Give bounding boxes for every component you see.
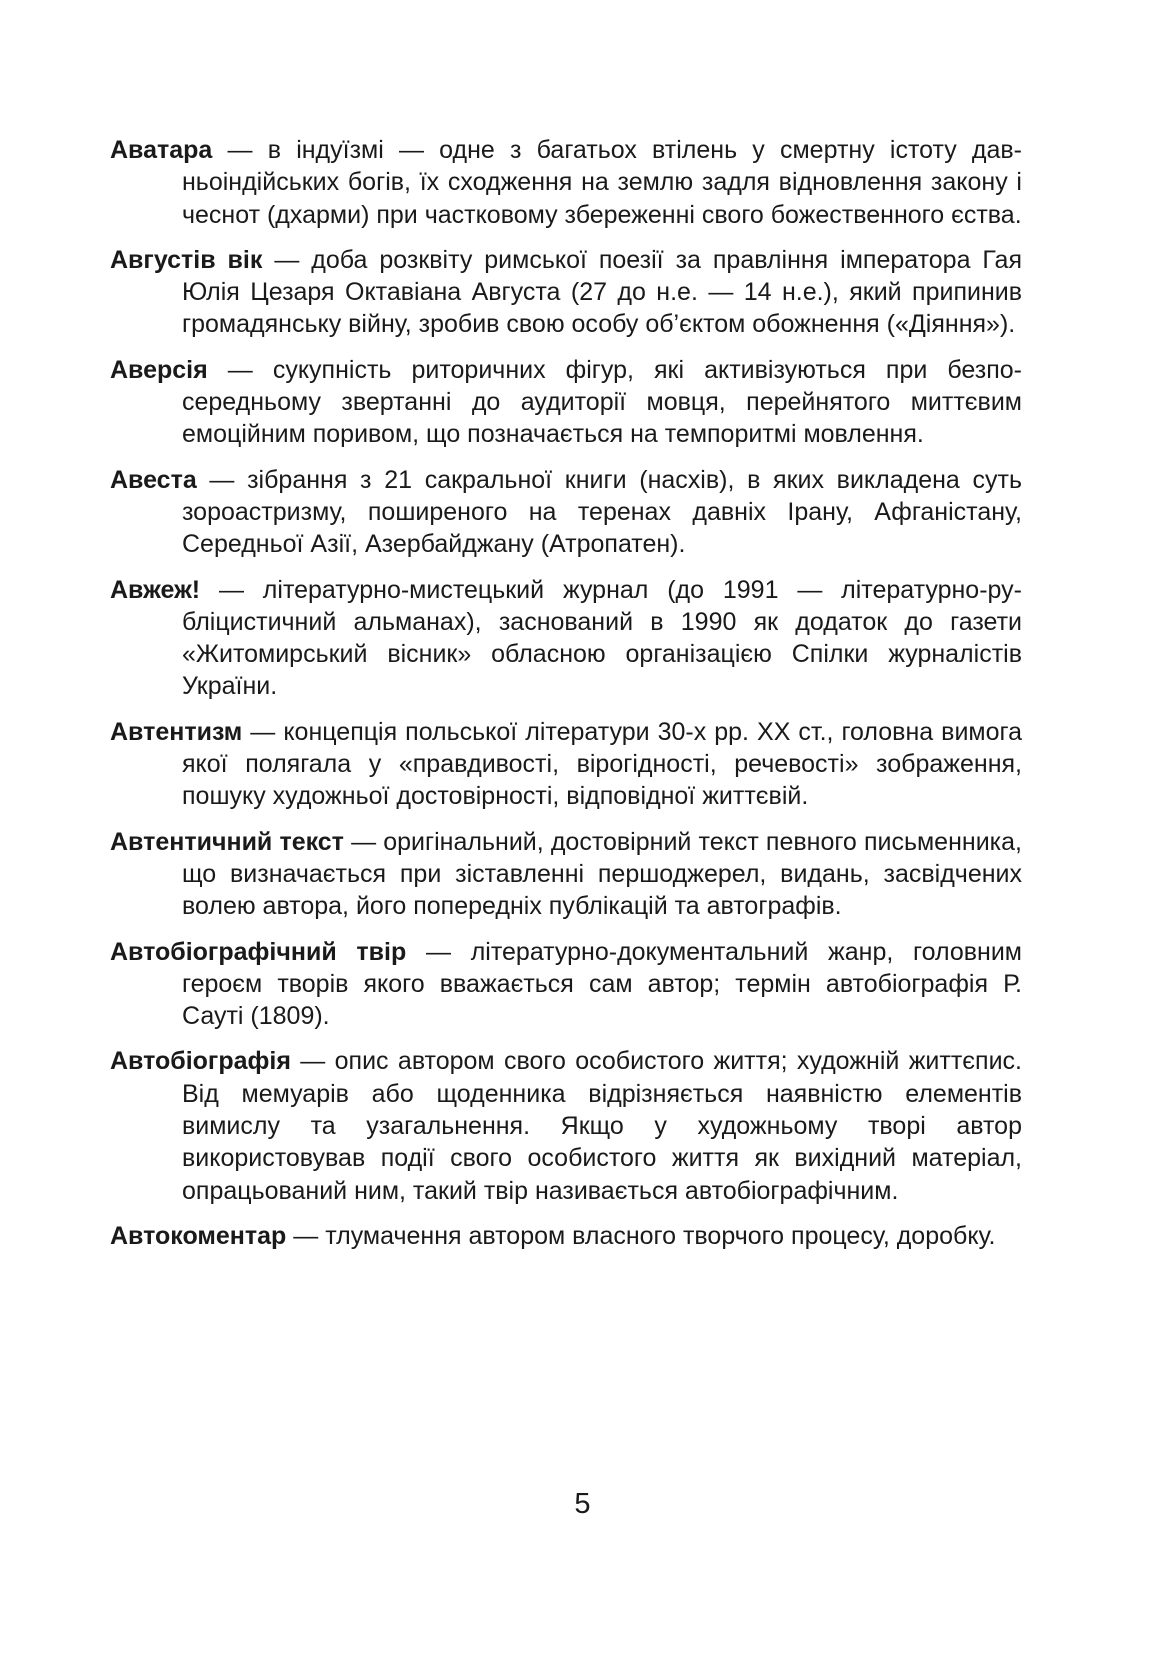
entry-term: Авжеж!	[110, 575, 201, 604]
dictionary-entry	[110, 1045, 1022, 1206]
dictionary-entry	[110, 244, 1022, 341]
dictionary-entry	[110, 936, 1022, 1033]
entry-term: Аватара	[110, 136, 213, 164]
dictionary-entry	[110, 826, 1022, 923]
entry-term: Автентичний текст	[110, 827, 344, 856]
entry-term: Авеста	[110, 465, 197, 494]
entry-definition: — літературно-документальний жанр, головним героєм творів якого вважається сам автор; термін автобіографія Р. Саутi (1809).	[182, 937, 1022, 1031]
dictionary-entry	[110, 354, 1022, 451]
entry-term: Автобіографія	[110, 1047, 291, 1076]
dictionary-entry	[110, 716, 1022, 813]
entry-term: Аверсія	[110, 355, 208, 384]
dictionary-entry	[110, 574, 1022, 703]
entry-definition: — сукупність риторичних фігур, які активізуються при безпосередньому звертанні до аудиторії мовця, перейнятого миттєвим емоційним поривом, що позначається на темпоритмі мовлення.	[182, 355, 1022, 449]
entry-definition: — зібрання з 21 сакральної книги (насхів), в яких викладена суть зороастризму, поширеного на теренах давніх Ірану, Афганістану, Середньої Азії, Азербайджану (Атропатен).	[182, 465, 1022, 559]
entry-definition: — літературно-мистецький журнал (до 1991 — літературно-рубліцистичний альманах), заснований в 1990 як додаток до газети «Житомирський вісник» обласною організацією Спілки журналістів України.	[182, 575, 1022, 701]
dictionary-entry	[110, 134, 1022, 231]
dictionary-page	[110, 134, 1022, 1265]
entry-definition: — концепція польської літератури 30-х рр. XX ст., головна вимога якої полягала у «правдивості, вірогідності, речевості» зображення, пошуку художньої достовірності, відповідної життєвій.	[182, 717, 1022, 811]
entry-term: Автентизм	[110, 717, 243, 746]
entry-definition: — в індуїзмі — одне з багатьох втілень у смертну істоту давньоіндійських богів, їх сходження на землю задля відновлення закону і чеснот (дхарми) при частковому збереженні свого божественного єства.	[182, 136, 1022, 229]
dictionary-entry	[110, 464, 1022, 561]
entry-definition: — опис автором свого особистого життя; художній життєпис. Від мемуарів або щоденника відрізняється наявністю елементів вимислу та узагальнення. Якщо у художньому творі автор використовував події свого особистого життя як вихідний матеріал, опрацьований ним, такий твір називається автобіографічним.	[182, 1047, 1022, 1205]
dictionary-entry	[110, 1220, 1022, 1252]
entry-definition: — тлумачення автором власного творчого процесу, доробку.	[293, 1221, 996, 1250]
entry-term: Автобіографічний твір	[110, 937, 407, 966]
entry-definition: — доба розквіту римської поезії за правління імператора Гая Юлія Цезаря Октавіана Августа (27 до н.е. — 14 н.е.), який припинив громадянську війну, зробив свою особу об’єктом обожнення («Діяння»).	[182, 245, 1023, 339]
page-number: 5	[574, 1488, 591, 1520]
entry-term: Автокоментар	[110, 1221, 287, 1250]
entry-term: Августів вік	[110, 245, 263, 274]
entry-definition: — оригінальний, достовірний текст певного письменника, що визначається при зіставленні першоджерел, видань, засвідчених волею автора, його попередніх публікацій та автографів.	[182, 827, 1022, 921]
